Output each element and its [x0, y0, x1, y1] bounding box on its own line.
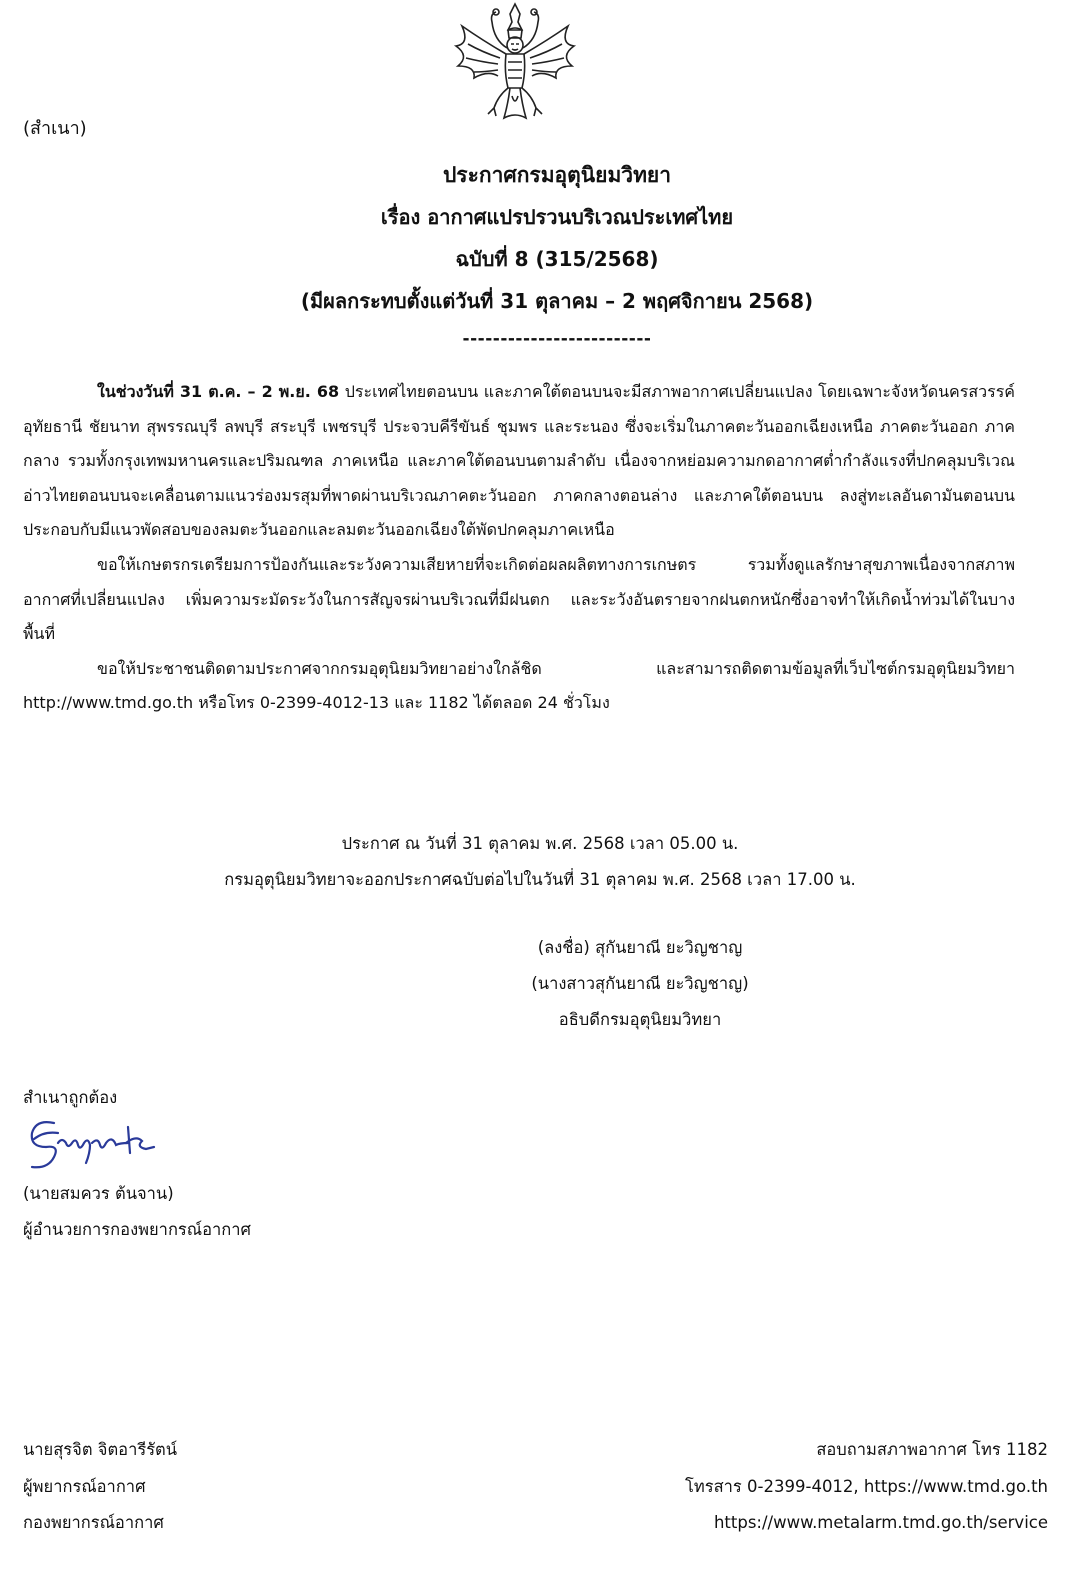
signatory-position: อธิบดีกรมอุตุนิยมวิทยา	[558, 1010, 722, 1029]
forecast-period-lead: ในช่วงวันที่ 31 ต.ค. – 2 พ.ย. 68	[97, 382, 340, 401]
weather-inquiry-phone: สอบถามสภาพอากาศ โทร 1182	[816, 1440, 1048, 1459]
issue-number: ฉบับที่ 8 (315/2568)	[455, 247, 659, 271]
garuda-emblem-icon	[448, 0, 582, 122]
director-signature-block	[440, 930, 840, 1038]
forecaster-name: นายสุรจิต จิตอารีรัตน์	[23, 1440, 178, 1459]
service-url: https://www.metalarm.tmd.go.th/service	[713, 1513, 1048, 1532]
copy-mark: (สำเนา)	[23, 118, 87, 139]
certified-copy-label: สำเนาถูกต้อง	[23, 1088, 118, 1107]
forecaster-division: กองพยากรณ์อากาศ	[23, 1513, 164, 1532]
effective-period: (มีผลกระทบตั้งแต่วันที่ 31 ตุลาคม – 2 พฤศจิกายน 2568)	[300, 289, 814, 313]
handwritten-signature	[24, 1113, 156, 1173]
certifier-block	[23, 1176, 251, 1248]
announcement-title-block	[0, 154, 1080, 356]
certifier-position: ผู้อำนวยการกองพยากรณ์อากาศ	[23, 1220, 252, 1239]
paragraph-farmers-advice: ขอให้เกษตรกรเตรียมการป้องกันและระวังความเสียหายที่จะเกิดต่อผลผลิตทางการเกษตร รวมทั้งดูแลรักษาสุขภาพเนื่องจากสภาพอากาศที่เปลี่ยนแปลง เพิ่มความระมัดระวังในการสัญจรผ่านบริเวณที่มีฝนตก และระวังอันตรายจากฝนตกหนักซึ่งอาจทำให้เกิดน้ำท่วมได้ในบางพื้นที่	[23, 554, 1015, 644]
agency-title: ประกาศกรมอุตุนิยมวิทยา	[442, 163, 672, 187]
subject-title: เรื่อง อากาศแปรปรวนบริเวณประเทศไทย	[380, 205, 734, 229]
signatory-full-name: (นางสาวสุกันยาณี ยะวิญชาญ)	[531, 974, 749, 993]
paragraph-public-advice: ขอให้ประชาชนติดตามประกาศจากกรมอุตุนิยมวิทยาอย่างใกล้ชิด และสามารถติดตามข้อมูลที่เว็บไซต์กรมอุตุนิยมวิทยา http://www.tmd.go.th หรือโทร 0-2399-4012-13 และ 1182 ได้ตลอด 24 ชั่วโมง	[23, 658, 1015, 713]
forecast-text: ประเทศไทยตอนบน และภาคใต้ตอนบนจะมีสภาพอากาศเปลี่ยนแปลง โดยเฉพาะจังหวัดนครสวรรค์ อุทัยธานี ชัยนาท สุพรรณบุรี ลพบุรี สระบุรี เพชรบุรี ประจวบคีรีขันธ์ ชุมพร และระนอง ซึ่งจะเริ่มในภาคตะวันออกเฉียงเหนือ ภาคตะวันออก ภาคกลาง รวมทั้งกรุงเทพมหานครและปริมณฑล ภาคเหนือ และภาคใต้ตอนบนตามลำดับ เนื่องจากหย่อมความกดอากาศต่ำกำลังแรงที่ปกคลุมบริเวณอ่าวไทยตอนบนจะเคลื่อนตามแนวร่องมรสุมที่พาดผ่านบริเวณภาคตะวันออก ภาคกลางตอนล่าง และภาคใต้ตอนบน ลงสู่ทะเลอันดามันตอนบน ประกอบกับมีแนวพัดสอบของลมตะวันออกและลมตะวันออกเฉียงใต้พัดปกคลุมภาคเหนือ	[23, 382, 1016, 540]
forecaster-info	[23, 1432, 177, 1542]
issued-datetime: ประกาศ ณ วันที่ 31 ตุลาคม พ.ศ. 2568 เวลา 05.00 น.	[341, 834, 739, 853]
contact-info	[685, 1432, 1048, 1542]
certifier-name: (นายสมควร ต้นจาน)	[23, 1184, 174, 1203]
announcement-body	[23, 375, 1015, 721]
paragraph-forecast	[23, 375, 1015, 548]
announcement-date-block	[0, 826, 1080, 898]
fax-and-website: โทรสาร 0-2399-4012, https://www.tmd.go.th	[685, 1476, 1048, 1496]
forecaster-role: ผู้พยากรณ์อากาศ	[23, 1476, 146, 1496]
title-divider: -------------------------	[462, 329, 652, 349]
signed-by: (ลงชื่อ) สุกันยาณี ยะวิญชาญ	[537, 938, 743, 957]
next-issue-datetime: กรมอุตุนิยมวิทยาจะออกประกาศฉบับต่อไปในวันที่ 31 ตุลาคม พ.ศ. 2568 เวลา 17.00 น.	[224, 870, 856, 889]
